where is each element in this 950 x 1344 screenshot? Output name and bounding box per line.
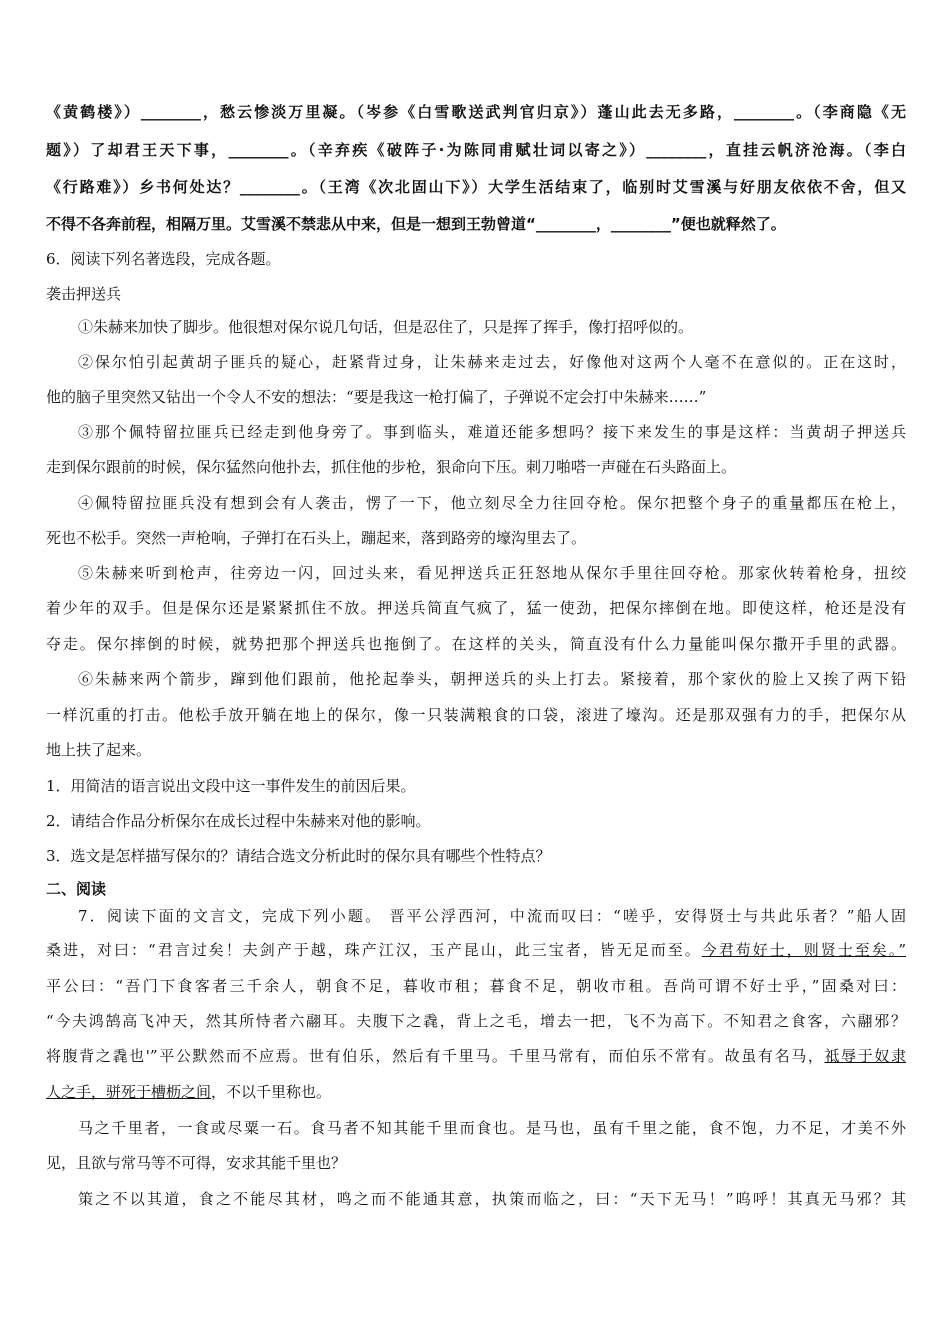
q7-line-6-underlined: 人之手，骈死于槽枥之间 xyxy=(46,1083,212,1101)
q6-paragraph-2-line-1: ②保尔怕引起黄胡子匪兵的疑心，赶紧背过身，让朱赫来走过去，好像他对这两个人毫不在意似的。正在这时， xyxy=(78,353,906,371)
q7-line-5 xyxy=(46,1046,906,1066)
q6-prompt: 6．阅读下列名著选段，完成各题。 xyxy=(46,250,281,268)
q6-question-3: 3．选文是怎样描写保尔的？请结合选文分析此时的保尔具有哪些个性特点？ xyxy=(46,847,551,865)
q7-line-2 xyxy=(46,940,906,960)
section-heading: 二、阅读 xyxy=(46,880,107,898)
q7-line-3: 平公曰：“吾门下食客者三千余人，朝食不足，暮收市租；暮食不足，朝收市租。吾尚可谓不好士乎，”固桑对曰： xyxy=(46,977,906,995)
q6-paragraph-2-line-2: 他的脑子里突然又钻出一个令人不安的想法：“要是我这一枪打偏了，子弹说不定会打中朱赫来……” xyxy=(46,388,707,406)
q7-line-6 xyxy=(46,1082,906,1102)
q6-question-2: 2．请结合作品分析保尔在成长过程中朱赫来对他的影响。 xyxy=(46,812,431,830)
q6-paragraph-3-line-2: 走到保尔跟前的时候，保尔猛然向他扑去，抓住他的步枪，狠命向下压。刺刀啪嗒一声碰在石头路面上。 xyxy=(46,458,737,476)
q6-passage-title: 袭击押送兵 xyxy=(46,285,122,303)
q6-paragraph-6-line-2: 一样沉重的打击。他松手放开躺在地上的保尔，像一只装满粮食的口袋，滚进了壕沟。还是那双强有力的手，把保尔从 xyxy=(46,706,906,724)
q6-paragraph-5-line-1: ⑤朱赫来听到枪声，往旁边一闪，回过头来，看见押送兵正狂怒地从保尔手里往回夺枪。那家伙转着枪身，扭绞 xyxy=(78,564,906,582)
poem-line-1: 《黄鹤楼》）________，愁云惨淡万里凝。（岑参《白雪歌送武判官归京》）蓬山此去无多路，________。（李商隐《无 xyxy=(46,103,906,121)
q7-line-6-text: ，不以千里称也。 xyxy=(211,1083,332,1101)
q7-line-2-text: 桑进，对曰：“君言过矣！夫剑产于越，珠产江汉，玉产昆山，此三宝者，皆无足而至。 xyxy=(46,941,702,959)
para3-line-1: 策之不以其道，食之不能尽其材，鸣之而不能通其意，执策而临之，曰：“天下无马！”呜呼！其真无马邪？其 xyxy=(78,1190,906,1208)
q6-paragraph-3-line-1: ③那个佩特留拉匪兵已经走到他身旁了。事到临头，难道还能多想吗？接下来发生的事是这样：当黄胡子押送兵 xyxy=(78,423,906,441)
q6-paragraph-4-line-1: ④佩特留拉匪兵没有想到会有人袭击，愣了一下，他立刻尽全力往回夺枪。保尔把整个身子的重量都压在枪上， xyxy=(78,494,906,512)
q6-paragraph-6-line-1: ⑥朱赫来两个箭步，蹿到他们跟前，他抡起拳头，朝押送兵的头上打去。紧接着，那个家伙的脸上又挨了两下铅 xyxy=(78,670,906,688)
q6-paragraph-1: ①朱赫来加快了脚步。他很想对保尔说几句话，但是忍住了，只是挥了挥手，像打招呼似的。 xyxy=(78,318,694,336)
q6-paragraph-6-line-3: 地上扶了起来。 xyxy=(46,741,152,759)
poem-line-3: 《行路难》）乡书何处达？________。（王湾《次北固山下》）大学生活结束了，临别时艾雪溪与好朋友依依不舍，但又 xyxy=(46,178,906,196)
q7-line-5-underlined: 祗辱于奴隶 xyxy=(824,1047,906,1065)
poem-line-4: 不得不各奔前程，相隔万里。艾雪溪不禁悲从中来，但是一想到王勃曾道“________，________”便也就释然了。 xyxy=(46,215,786,233)
para2-line-2: 见，且欲与常马等不可得，安求其能千里也？ xyxy=(46,1154,347,1172)
q7-line-2-underlined: 今君苟好士，则贤士至矣。” xyxy=(701,941,906,959)
q7-line-4: “今夫鸿鹄高飞冲天，然其所恃者六翮耳。夫腹下之毳，背上之毛，增去一把，飞不为高下。不知君之食客，六翮邪？ xyxy=(46,1012,906,1030)
q6-paragraph-4-line-2: 死也不松手。突然一声枪响，子弹打在石头上，蹦起来，落到路旁的壕沟里去了。 xyxy=(46,529,587,547)
para2-line-1: 马之千里者，一食或尽粟一石。食马者不知其能千里而食也。是马也，虽有千里之能，食不饱，力不足，才美不外 xyxy=(78,1119,906,1137)
poem-line-2: 题》）了却君王天下事，________。（辛弃疾《破阵子·为陈同甫赋壮词以寄之》）________，直挂云帆济沧海。（李白 xyxy=(46,141,906,159)
q6-paragraph-5-line-3: 夺走。保尔摔倒的时候，就势把那个押送兵也拖倒了。在这样的关头，简直没有什么力量能叫保尔撒开手里的武器。 xyxy=(46,635,906,653)
q6-paragraph-5-line-2: 着少年的双手。但是保尔还是紧紧抓住不放。押送兵简直气疯了，猛一使劲，把保尔摔倒在地。即使这样，枪还是没有 xyxy=(46,599,906,617)
q7-line-1: 7．阅读下面的文言文，完成下列小题。 晋平公浮西河，中流而叹曰：“嗟乎，安得贤士与共此乐者？”船人固 xyxy=(78,907,906,925)
q7-line-5-text: 将腹背之毳也'”平公默然而不应焉。世有伯乐，然后有千里马。千里马常有，而伯乐不常有。故虽有名马， xyxy=(46,1047,825,1065)
q6-question-1: 1．用简洁的语言说出文段中这一事件发生的前因后果。 xyxy=(46,777,416,795)
